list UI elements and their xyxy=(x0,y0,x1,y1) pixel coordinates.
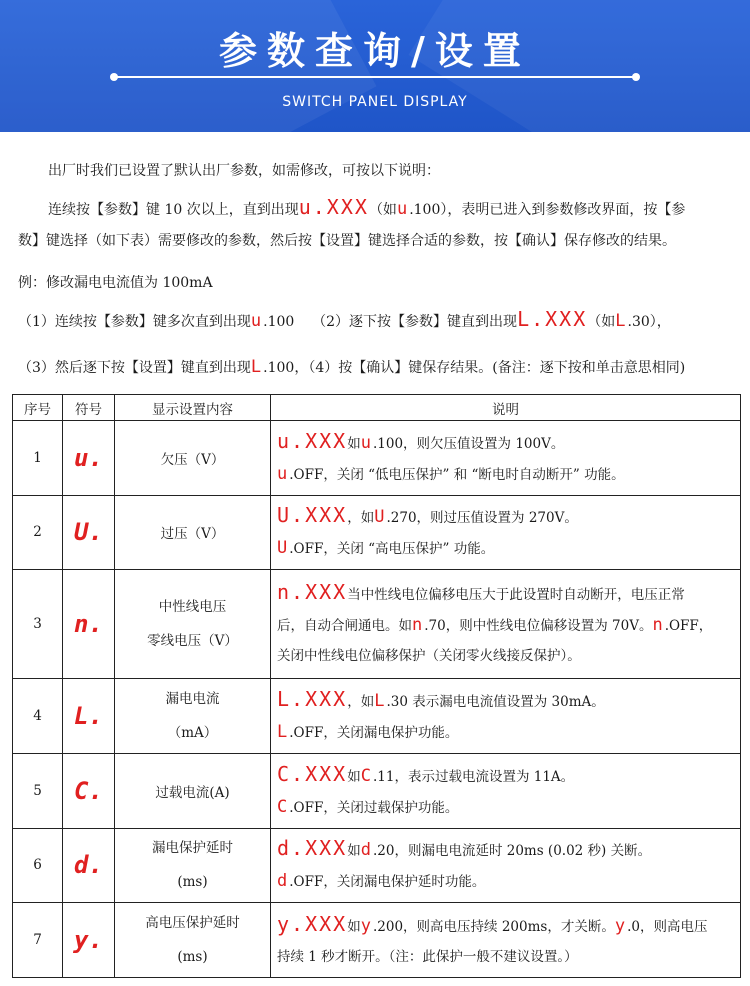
row-symbol: L. xyxy=(63,679,115,754)
content-label: 漏电保护延时 xyxy=(152,840,233,857)
row-number: 4 xyxy=(13,679,63,754)
parameter-table xyxy=(12,394,741,978)
row-content xyxy=(115,570,271,679)
header-description: 说明 xyxy=(271,395,741,421)
desc-text: 如 xyxy=(347,843,361,860)
row-description xyxy=(271,421,741,496)
header-content: 显示设置内容 xyxy=(115,395,271,421)
content-label: 过压（V） xyxy=(160,526,225,543)
table-header-row xyxy=(13,395,741,421)
segment-display-code: L xyxy=(374,691,387,712)
segment-display-code: u xyxy=(360,432,373,453)
intro-line xyxy=(48,196,685,221)
segment-display-code: U.XXX xyxy=(277,503,348,528)
desc-text: 持续 1 秒才断开。（注：此保护一般不建议设置。） xyxy=(277,948,578,965)
content-label: 中性线电压 xyxy=(158,599,227,616)
content-label: 过载电流(A) xyxy=(155,784,230,801)
desc-text: 如 xyxy=(347,918,361,935)
example-text: .30）， xyxy=(627,314,671,330)
table-row xyxy=(13,753,741,828)
row-number: 5 xyxy=(13,753,63,828)
desc-text: 当中性线电位偏移电压大于此设置时自动断开，电压正常 xyxy=(347,587,685,604)
example-text: （1）连续按【参数】键多次直到出现 xyxy=(18,314,251,330)
segment-display-code: n.XXX xyxy=(277,580,348,605)
row-content xyxy=(115,903,271,978)
row-number: 6 xyxy=(13,828,63,903)
segment-display-code: n xyxy=(412,615,425,636)
content-label: 高电压保护延时 xyxy=(145,915,240,932)
desc-text: .70，则中性线电位偏移设置为 70V。 xyxy=(424,618,653,635)
example-text: （2）逐下按【参数】键直到出现 xyxy=(312,314,518,330)
desc-text: .20，则漏电电流延时 20ms (0.02 秒) 关断。 xyxy=(372,843,652,860)
example-step-line xyxy=(18,308,671,333)
desc-text: .OFF，关闭过载保护功能。 xyxy=(289,799,459,816)
row-description xyxy=(271,828,741,903)
segment-display-code: d xyxy=(360,840,373,861)
segment-display-code: u xyxy=(396,199,410,219)
content-label: (ms) xyxy=(177,949,208,966)
row-content xyxy=(115,495,271,570)
desc-text: ，如 xyxy=(347,510,375,527)
table-row xyxy=(13,570,741,679)
row-symbol: n. xyxy=(63,570,115,679)
desc-text: .OFF，关闭 “高电压保护” 功能。 xyxy=(289,541,495,558)
content-label: (ms) xyxy=(177,874,208,891)
segment-display-code: L xyxy=(615,311,628,331)
row-symbol: U. xyxy=(63,495,115,570)
intro-text: 连续按【参数】键 10 次以上，直到出现 xyxy=(48,202,299,218)
desc-text: .270，则过压值设置为 270V。 xyxy=(386,510,578,527)
segment-display-code: u.XXX xyxy=(277,428,348,453)
intro-text: （如 xyxy=(368,202,397,218)
row-description xyxy=(271,903,741,978)
page-title: 参数查询/设置 xyxy=(219,29,531,73)
table-row xyxy=(13,421,741,496)
header-symbol: 符号 xyxy=(63,395,115,421)
segment-display-code: d.XXX xyxy=(277,836,348,861)
desc-text: .30 表示漏电电流值设置为 30mA。 xyxy=(386,694,605,711)
example-text: .100，（4）按【确认】键保存结果。(备注：逐下按和单击意思相同) xyxy=(263,360,686,376)
intro-text: .100），表明已进入到参数修改界面，按【参 xyxy=(409,202,686,218)
desc-text: .11，表示过载电流设置为 11A。 xyxy=(372,768,575,785)
segment-display-code: u xyxy=(277,463,290,484)
desc-text: 关闭中性线电位偏移保护（关闭零火线接反保护）。 xyxy=(277,648,581,665)
row-symbol: d. xyxy=(63,828,115,903)
row-content xyxy=(115,753,271,828)
title-divider xyxy=(114,76,636,78)
row-content xyxy=(115,828,271,903)
table-row xyxy=(13,495,741,570)
segment-display-code: u xyxy=(250,311,264,331)
segment-display-code: y xyxy=(614,915,628,936)
content-label: 漏电电流 xyxy=(165,691,220,708)
header-banner xyxy=(0,0,750,132)
content-label: 欠压（V） xyxy=(160,451,225,468)
page-subtitle: SWITCH PANEL DISPLAY xyxy=(282,94,468,110)
intro-line: 数】键选择（如下表）需要修改的参数，然后按【设置】键选择合适的参数，按【确认】保存修改的结果。 xyxy=(18,233,676,249)
example-step-line xyxy=(18,356,685,379)
segment-display-code: L.XXX xyxy=(277,687,348,712)
header-no: 序号 xyxy=(13,395,63,421)
content-label: （mA） xyxy=(167,725,218,742)
segment-display-code: L xyxy=(277,722,290,743)
example-text: （3）然后逐下按【设置】键直到出现 xyxy=(18,360,251,376)
row-description xyxy=(271,679,741,754)
row-description xyxy=(271,753,741,828)
desc-text: 后，自动合闸通电。如 xyxy=(277,618,412,635)
row-symbol: y. xyxy=(63,903,115,978)
row-symbol: u. xyxy=(63,421,115,496)
content-label: 零线电压（V） xyxy=(147,633,238,650)
desc-text: ，如 xyxy=(347,694,375,711)
desc-text: .100，则欠压值设置为 100V。 xyxy=(372,435,565,452)
desc-text: .200，则高电压持续 200ms，才关断。 xyxy=(372,918,615,935)
row-symbol: C. xyxy=(63,753,115,828)
desc-text: 如 xyxy=(347,768,361,785)
segment-display-code: n xyxy=(652,615,665,636)
table-row xyxy=(13,828,741,903)
row-number: 3 xyxy=(13,570,63,679)
example-text: .100 xyxy=(263,314,295,330)
segment-display-code: C xyxy=(277,796,290,817)
table-row xyxy=(13,679,741,754)
desc-text: .OFF， xyxy=(664,618,713,635)
desc-text: .OFF，关闭漏电保护延时功能。 xyxy=(289,874,486,891)
segment-display-code: L xyxy=(250,357,264,377)
table-row xyxy=(13,903,741,978)
desc-text: 如 xyxy=(347,435,361,452)
segment-display-code: U xyxy=(277,538,290,559)
row-description xyxy=(271,570,741,679)
segment-display-code: U xyxy=(374,507,387,528)
desc-text: .OFF，关闭 “低电压保护” 和 “断电时自动断开” 功能。 xyxy=(289,466,625,483)
row-content xyxy=(115,421,271,496)
row-content xyxy=(115,679,271,754)
intro-line: 出厂时我们已设置了默认出厂参数，如需修改，可按以下说明： xyxy=(48,163,440,179)
segment-display-code: u.XXX xyxy=(298,195,369,219)
segment-display-code: y.XXX xyxy=(277,911,348,936)
segment-display-code: y xyxy=(360,915,373,936)
example-text: （如 xyxy=(587,314,616,330)
row-description xyxy=(271,495,741,570)
desc-text: .0，则高电压 xyxy=(627,918,708,935)
desc-text: .OFF，关闭漏电保护功能。 xyxy=(289,725,459,742)
segment-display-code: C xyxy=(360,765,373,786)
row-number: 7 xyxy=(13,903,63,978)
row-number: 1 xyxy=(13,421,63,496)
example-title: 例：修改漏电电流值为 100mA xyxy=(18,275,213,291)
segment-display-code: d xyxy=(277,871,290,892)
row-number: 2 xyxy=(13,495,63,570)
segment-display-code: C.XXX xyxy=(277,761,348,786)
segment-display-code: L.XXX xyxy=(517,307,588,331)
